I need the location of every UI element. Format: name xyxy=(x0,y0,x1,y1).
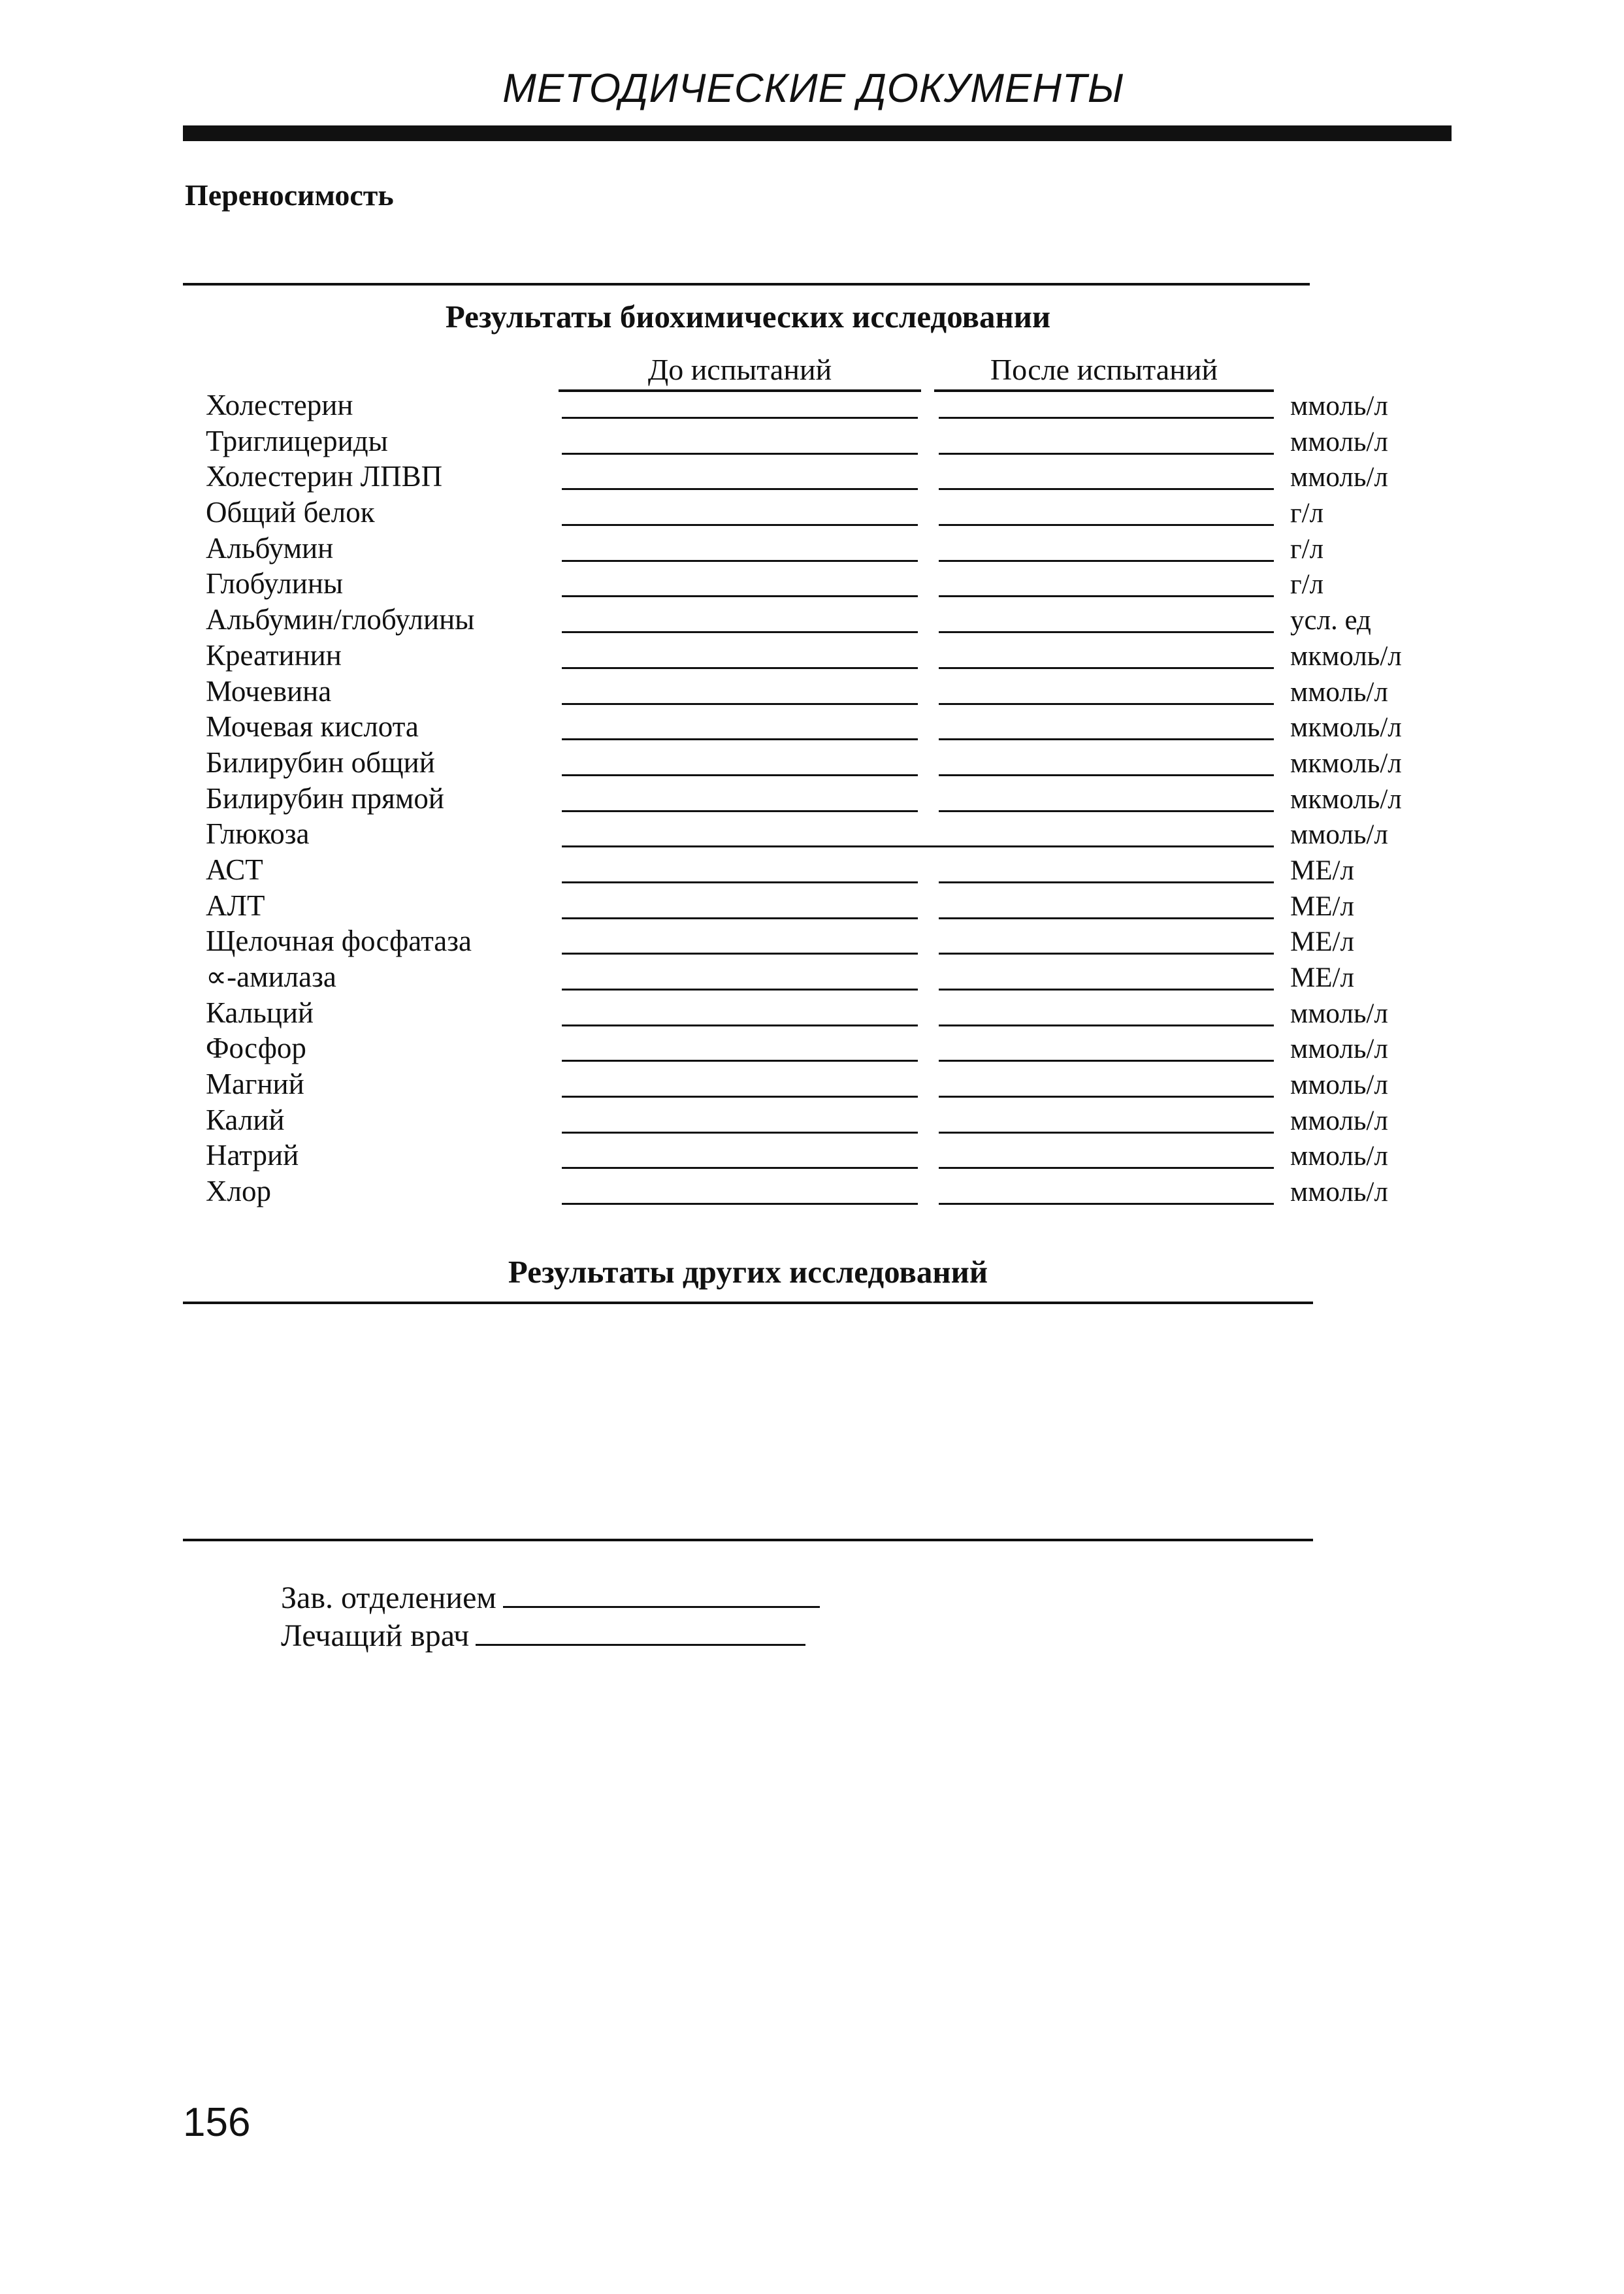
result-after-line[interactable] xyxy=(939,417,1274,419)
result-after-line[interactable] xyxy=(939,774,1274,776)
unit-label: МЕ/л xyxy=(1290,962,1354,993)
test-name: Триглицериды xyxy=(206,424,388,457)
result-after-line[interactable] xyxy=(939,560,1274,562)
result-before-line[interactable] xyxy=(562,1096,918,1098)
result-after-line[interactable] xyxy=(939,703,1274,705)
unit-label: ммоль/л xyxy=(1290,426,1388,457)
unit-label: ммоль/л xyxy=(1290,1105,1388,1136)
result-before-line[interactable] xyxy=(562,881,918,883)
test-name: Хлор xyxy=(206,1175,271,1208)
unit-label: г/л xyxy=(1290,533,1324,565)
table-row xyxy=(0,421,1624,457)
table-row xyxy=(0,1028,1624,1064)
result-after-line[interactable] xyxy=(939,1024,1274,1026)
other-results-bottom-rule xyxy=(183,1539,1313,1541)
result-before-line[interactable] xyxy=(562,989,918,991)
result-after-line[interactable] xyxy=(939,953,1274,955)
section-label: Переносимость xyxy=(185,178,394,212)
result-before-line[interactable] xyxy=(562,417,918,419)
test-name: Фосфор xyxy=(206,1032,306,1065)
result-after-line[interactable] xyxy=(939,989,1274,991)
result-before-line[interactable] xyxy=(562,1024,918,1026)
test-name: Кальций xyxy=(206,996,314,1029)
page-number: 156 xyxy=(183,2100,251,2145)
result-before-line[interactable] xyxy=(562,453,918,455)
result-before-line[interactable] xyxy=(562,774,918,776)
signature-head-of-department xyxy=(281,1582,820,1614)
test-name: АСТ xyxy=(206,853,263,886)
unit-label: МЕ/л xyxy=(1290,891,1354,922)
table-row xyxy=(0,1136,1624,1172)
signature-label: Лечащий врач xyxy=(281,1618,470,1653)
unit-label: МЕ/л xyxy=(1290,926,1354,958)
unit-label: ммоль/л xyxy=(1290,998,1388,1029)
table-row xyxy=(0,636,1624,672)
result-before-line[interactable] xyxy=(562,810,918,812)
unit-label: ммоль/л xyxy=(1290,819,1388,851)
test-name: Мочевая кислота xyxy=(206,710,419,744)
unit-label: ммоль/л xyxy=(1290,1070,1388,1101)
result-before-line[interactable] xyxy=(562,738,918,740)
result-before-line[interactable] xyxy=(562,631,918,633)
test-name: Глобулины xyxy=(206,567,344,600)
test-name: Общий белок xyxy=(206,496,375,529)
unit-label: ммоль/л xyxy=(1290,1034,1388,1065)
result-after-line[interactable] xyxy=(939,1167,1274,1169)
table-row xyxy=(0,707,1624,743)
unit-label: г/л xyxy=(1290,569,1324,600)
table-row xyxy=(0,1172,1624,1207)
column-header-after: После испытаний xyxy=(934,353,1274,392)
table-row xyxy=(0,743,1624,779)
header-rule xyxy=(183,125,1452,141)
column-header-before: До испытаний xyxy=(559,353,921,392)
result-after-line[interactable] xyxy=(939,631,1274,633)
result-before-line[interactable] xyxy=(562,1167,918,1169)
test-name: АЛТ xyxy=(206,889,265,922)
result-before-line[interactable] xyxy=(562,1132,918,1134)
result-after-line[interactable] xyxy=(939,524,1274,526)
table-row xyxy=(0,672,1624,708)
test-name: Щелочная фосфатаза xyxy=(206,925,472,958)
unit-label: усл. ед xyxy=(1290,605,1371,636)
test-name: Мочевина xyxy=(206,674,332,708)
table-row xyxy=(0,779,1624,815)
unit-label: ммоль/л xyxy=(1290,391,1388,421)
table-row xyxy=(0,1100,1624,1136)
result-before-line[interactable] xyxy=(562,524,918,526)
unit-label: ммоль/л xyxy=(1290,676,1388,708)
signature-label: Зав. отделением xyxy=(281,1581,496,1615)
result-before-line[interactable] xyxy=(562,667,918,669)
unit-label: мкмоль/л xyxy=(1290,747,1402,779)
table-row xyxy=(0,385,1624,421)
result-after-line[interactable] xyxy=(939,453,1274,455)
test-name: Магний xyxy=(206,1068,304,1101)
result-before-line[interactable] xyxy=(562,703,918,705)
result-before-line[interactable] xyxy=(562,1060,918,1062)
result-after-line[interactable] xyxy=(939,881,1274,883)
result-before-line[interactable] xyxy=(562,1203,918,1205)
table-row xyxy=(0,957,1624,993)
test-name: Глюкоза xyxy=(206,817,310,851)
unit-label: мкмоль/л xyxy=(1290,783,1402,815)
unit-label: ммоль/л xyxy=(1290,1141,1388,1172)
other-results-top-rule xyxy=(183,1302,1313,1304)
result-after-line[interactable] xyxy=(939,1060,1274,1062)
table-row xyxy=(0,993,1624,1029)
result-before-line[interactable] xyxy=(562,953,918,955)
table-row xyxy=(0,850,1624,886)
signature-line[interactable] xyxy=(476,1644,805,1646)
table-row xyxy=(0,600,1624,636)
tolerance-answer-line[interactable] xyxy=(183,283,1310,286)
table-row xyxy=(0,1064,1624,1100)
biochem-rows xyxy=(0,385,1624,1207)
test-name: Холестерин ЛПВП xyxy=(206,460,443,493)
table-row xyxy=(0,529,1624,565)
table-row xyxy=(0,886,1624,922)
test-name: Холестерин xyxy=(206,389,353,421)
result-after-line[interactable] xyxy=(939,1096,1274,1098)
table-row xyxy=(0,564,1624,600)
result-line[interactable] xyxy=(562,845,1274,847)
result-after-line[interactable] xyxy=(939,488,1274,490)
result-before-line[interactable] xyxy=(562,488,918,490)
result-after-line[interactable] xyxy=(939,1132,1274,1134)
test-name: Калий xyxy=(206,1103,285,1136)
signature-attending-doctor xyxy=(281,1620,805,1652)
result-after-line[interactable] xyxy=(939,595,1274,597)
unit-label: г/л xyxy=(1290,498,1324,529)
biochem-title: Результаты биохимических исследовании xyxy=(445,299,1051,335)
test-name: Альбумин xyxy=(206,531,334,565)
result-after-line[interactable] xyxy=(939,738,1274,740)
test-name: Натрий xyxy=(206,1139,299,1172)
result-after-line[interactable] xyxy=(939,1203,1274,1205)
unit-label: ммоль/л xyxy=(1290,462,1388,493)
result-before-line[interactable] xyxy=(562,917,918,919)
result-before-line[interactable] xyxy=(562,560,918,562)
unit-label: мкмоль/л xyxy=(1290,640,1402,672)
unit-label: МЕ/л xyxy=(1290,855,1354,886)
test-name: ∝-амилаза xyxy=(206,960,336,993)
other-results-title: Результаты других исследований xyxy=(508,1254,988,1290)
table-row xyxy=(0,493,1624,529)
table-row xyxy=(0,814,1624,850)
test-name: Билирубин общий xyxy=(206,746,435,779)
result-after-line[interactable] xyxy=(939,667,1274,669)
result-before-line[interactable] xyxy=(562,595,918,597)
signature-line[interactable] xyxy=(503,1606,820,1608)
test-name: Билирубин прямой xyxy=(206,781,444,815)
test-name: Альбумин/глобулины xyxy=(206,603,475,636)
test-name: Креатинин xyxy=(206,638,342,672)
table-row xyxy=(0,921,1624,957)
result-after-line[interactable] xyxy=(939,810,1274,812)
result-after-line[interactable] xyxy=(939,917,1274,919)
unit-label: мкмоль/л xyxy=(1290,712,1402,744)
unit-label: ммоль/л xyxy=(1290,1177,1388,1208)
table-row xyxy=(0,457,1624,493)
running-head: МЕТОДИЧЕСКИЕ ДОКУМЕНТЫ xyxy=(502,66,1124,111)
